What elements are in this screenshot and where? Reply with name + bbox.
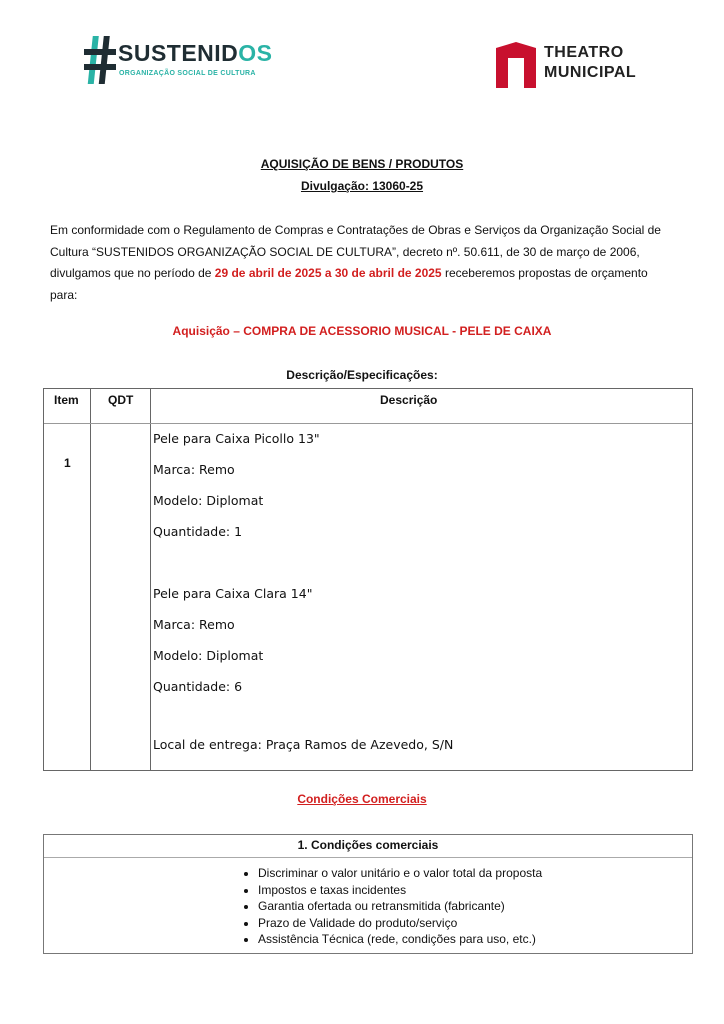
desc-line: Modelo: Diplomat <box>153 493 264 508</box>
list-item: • Discriminar o valor unitário e o valor total da proposta <box>258 865 542 882</box>
list-item: • Impostos e taxas incidentes <box>258 882 542 899</box>
item-number: 1 <box>64 456 71 470</box>
spec-heading: Descrição/Especificações: <box>286 368 438 382</box>
header-divider <box>44 423 692 424</box>
intro-paragraph: Em conformidade com o Regulamento de Compras e Contratações de Obras e Serviços da Organização Social de Cultura “SUSTENIDOS ORGANIZAÇÃO SOCIAL DE CULTURA”, decreto nº. 50.611, de 30 de março de 2006, divulgamos que no período de 29 de abril de 2025 a 30 de abril de 2025 receberemos propostas de orçamento para: <box>50 223 661 302</box>
col-header-qdt: QDT <box>108 393 134 407</box>
period-highlight: 29 de abril de 2025 a 30 de abril de 2025 <box>214 266 442 280</box>
list-item: • Assistência Técnica (rede, condições para uso, etc.) <box>258 931 542 948</box>
theatro-municipal-logo <box>496 42 666 88</box>
logo-line1: THEATRO <box>544 44 624 61</box>
brand-name: SUSTENIDOS <box>118 40 273 66</box>
conditions-heading: Condições Comerciais <box>297 792 427 806</box>
desc-line: Local de entrega: Praça Ramos de Azevedo, S/N <box>153 737 454 752</box>
logo-line2: MUNICIPAL <box>544 64 637 81</box>
brand-tagline: ORGANIZAÇÃO SOCIAL DE CULTURA <box>119 70 256 77</box>
conditions-box-title: 1. Condições comerciais <box>297 838 439 852</box>
desc-line: Modelo: Diplomat <box>153 648 264 663</box>
col-divider <box>90 389 91 770</box>
conditions-list <box>240 865 542 948</box>
list-item: • Prazo de Validade do produto/serviço <box>258 915 542 932</box>
conditions-divider <box>44 857 692 858</box>
col-header-descricao: Descrição <box>380 393 438 407</box>
subject-heading: Aquisição – COMPRA DE ACESSORIO MUSICAL - PELE DE CAIXA <box>172 324 552 338</box>
desc-line: Marca: Remo <box>153 617 235 632</box>
divulgacao-number: Divulgação: 13060-25 <box>300 179 424 193</box>
desc-line: Marca: Remo <box>153 462 235 477</box>
theatro-mark-icon <box>496 42 536 88</box>
hash-icon <box>84 34 116 86</box>
col-divider <box>150 389 151 770</box>
conditions-box <box>43 834 693 954</box>
document-title: AQUISIÇÃO DE BENS / PRODUTOS <box>260 157 464 171</box>
list-item: • Garantia ofertada ou retransmitida (fabricante) <box>258 898 542 915</box>
desc-line: Pele para Caixa Clara 14" <box>153 586 313 601</box>
spec-table <box>43 388 693 771</box>
desc-line: Quantidade: 6 <box>153 679 243 694</box>
desc-line: Quantidade: 1 <box>153 524 243 539</box>
desc-line: Pele para Caixa Picollo 13" <box>153 431 320 446</box>
col-header-item: Item <box>54 393 79 407</box>
sustenidos-logo <box>84 34 273 90</box>
